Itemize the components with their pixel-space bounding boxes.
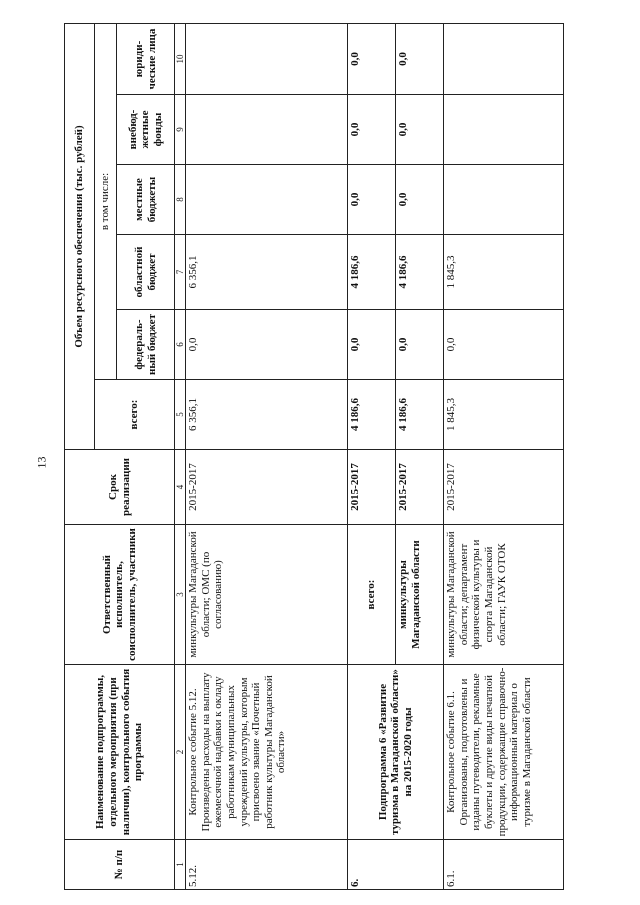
row-local — [186, 165, 348, 235]
index-cell: 8 — [175, 165, 186, 235]
row-offbudget: 0,0 — [348, 95, 396, 165]
table-row — [444, 23, 564, 889]
header-offbudget: внебюд-жетные фонды — [117, 95, 175, 165]
index-row — [175, 23, 186, 889]
row-term: 2015-2017 — [396, 450, 444, 525]
row-local: 0,0 — [348, 165, 396, 235]
index-cell: 10 — [175, 23, 186, 94]
row-legal — [444, 23, 564, 94]
header-volume: Объем ресурсного обеспечения (тыс. рублей) — [65, 23, 95, 449]
header-including: в том числе: — [95, 23, 117, 379]
row-regional: 4 186,6 — [396, 235, 444, 310]
row-term: 2015-2017 — [348, 450, 396, 525]
table-row — [186, 23, 348, 889]
header-term: Срок реализации — [65, 450, 175, 525]
row-num: 6. — [348, 840, 444, 890]
row-regional: 4 186,6 — [348, 235, 396, 310]
budget-table-rotated — [64, 24, 604, 890]
header-legal: юриди-ческие лица — [117, 23, 175, 94]
index-cell: 5 — [175, 380, 186, 450]
row-local — [444, 165, 564, 235]
index-cell: 3 — [175, 525, 186, 665]
row-term: 2015-2017 — [444, 450, 564, 525]
row-legal: 0,0 — [396, 23, 444, 94]
header-num: № п/п — [65, 840, 175, 890]
index-cell: 7 — [175, 235, 186, 310]
header-name: Наименование подпрограммы, отдельного мероприятия (при наличии), контрольного события программы — [65, 665, 175, 840]
row-num: 5.12. — [186, 840, 348, 890]
header-local: местные бюджеты — [117, 165, 175, 235]
row-total: 4 186,6 — [348, 380, 396, 450]
row-offbudget — [186, 95, 348, 165]
row-name: Контрольное событие 6.1. Организованы, подготовлены и изданы путеводители, рекламные буклеты и другие виды печатной продукции, содержащие справочно-информационный материал о туризме в Магаданской области — [444, 665, 564, 840]
row-offbudget: 0,0 — [396, 95, 444, 165]
row-total: 1 845,3 — [444, 380, 564, 450]
row-regional: 1 845,3 — [444, 235, 564, 310]
header-regional: областной бюджет — [117, 235, 175, 310]
header-total: всего: — [95, 380, 175, 450]
index-cell: 4 — [175, 450, 186, 525]
row-executor: минкультуры Магаданской области; ОМС (по согласованию) — [186, 525, 348, 665]
table-row — [348, 23, 396, 889]
row-executor: всего: — [348, 525, 396, 665]
index-cell: 6 — [175, 310, 186, 380]
index-cell: 1 — [175, 840, 186, 890]
budget-table — [64, 23, 564, 890]
row-name: Подпрограмма 6 «Развитие туризма в Магаданской области» на 2015-2020 годы — [348, 665, 444, 840]
row-legal: 0,0 — [348, 23, 396, 94]
row-offbudget — [444, 95, 564, 165]
row-legal — [186, 23, 348, 94]
row-total: 4 186,6 — [396, 380, 444, 450]
row-federal: 0,0 — [348, 310, 396, 380]
row-executor: минкультуры Магаданской области — [396, 525, 444, 665]
header-executor: Ответственный исполнитель, соисполнитель, участники — [65, 525, 175, 665]
row-executor: минкультуры Магаданской области; департамент физической культуры и спорта Магаданской области; ГАУК ОТОК — [444, 525, 564, 665]
row-term: 2015-2017 — [186, 450, 348, 525]
page-number: 13 — [34, 456, 49, 469]
row-num: 6.1. — [444, 840, 564, 890]
row-local: 0,0 — [396, 165, 444, 235]
row-federal: 0,0 — [186, 310, 348, 380]
index-cell: 2 — [175, 665, 186, 840]
row-regional: 6 356,1 — [186, 235, 348, 310]
row-name: Контрольное событие 5.12. Произведены расходы на выплату ежемесячной надбавки к окладу работникам муниципальных учреждений культуры, которым присвоено звание «Почетный работник культуры Магаданской области» — [186, 665, 348, 840]
row-total: 6 356,1 — [186, 380, 348, 450]
row-federal: 0,0 — [444, 310, 564, 380]
row-federal: 0,0 — [396, 310, 444, 380]
header-federal: федераль-ный бюджет — [117, 310, 175, 380]
index-cell: 9 — [175, 95, 186, 165]
